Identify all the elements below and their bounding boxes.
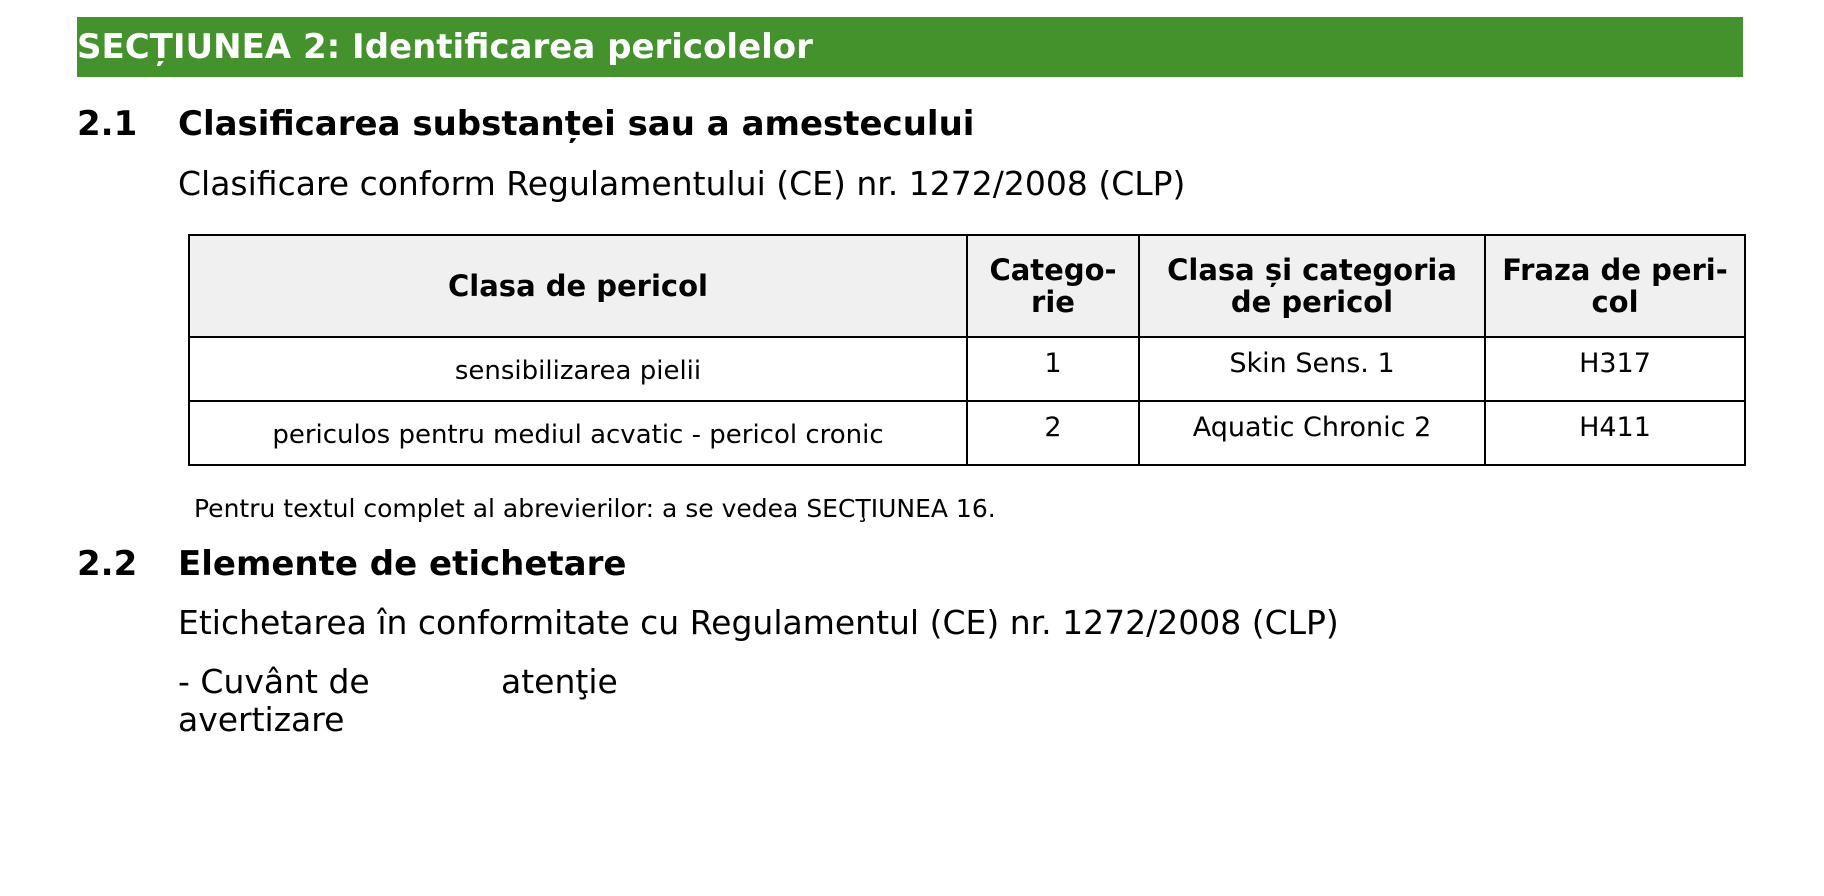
classification-regulation-line: Clasificare conform Regulamentului (CE) nr. 1272/2008 (CLP)	[178, 164, 1186, 203]
header-hazard-class: Clasa de pericol	[189, 235, 967, 337]
cell-hazard-statement: H411	[1485, 401, 1745, 465]
abbreviations-note: Pentru textul complet al abrevierilor: a se vedea SECŢIUNEA 16.	[194, 494, 996, 523]
labelling-regulation-line: Etichetarea în conformitate cu Regulamentul (CE) nr. 1272/2008 (CLP)	[178, 603, 1339, 642]
cell-category: 1	[967, 337, 1139, 401]
cell-hazard-class: periculos pentru mediul acvatic - pericol cronic	[189, 401, 967, 465]
cell-hazard-statement: H317	[1485, 337, 1745, 401]
header-hazard-statement: Fraza de peri- col	[1485, 235, 1745, 337]
signal-word-value: atenţie	[501, 662, 618, 701]
subsection-number-2-2: 2.2	[77, 544, 138, 584]
table-row	[189, 337, 1745, 401]
table-row	[189, 401, 1745, 465]
cell-hazard-class: sensibilizarea pielii	[189, 337, 967, 401]
section-title: SECȚIUNEA 2: Identificarea pericolelor	[77, 27, 813, 67]
subsection-number-2-1: 2.1	[77, 104, 138, 144]
section-title-banner	[77, 17, 1743, 77]
cell-class-and-category: Skin Sens. 1	[1139, 337, 1485, 401]
cell-category: 2	[967, 401, 1139, 465]
table-header-row	[189, 235, 1745, 337]
subsection-title-2-1: Clasificarea substanței sau a amestecului	[178, 104, 975, 144]
cell-class-and-category: Aquatic Chronic 2	[1139, 401, 1485, 465]
hazard-classification-table	[188, 234, 1746, 466]
header-class-and-category: Clasa și categoria de pericol	[1139, 235, 1485, 337]
header-category: Catego- rie	[967, 235, 1139, 337]
subsection-title-2-2: Elemente de etichetare	[178, 544, 627, 584]
signal-word-label: - Cuvânt de avertizare	[178, 662, 370, 739]
